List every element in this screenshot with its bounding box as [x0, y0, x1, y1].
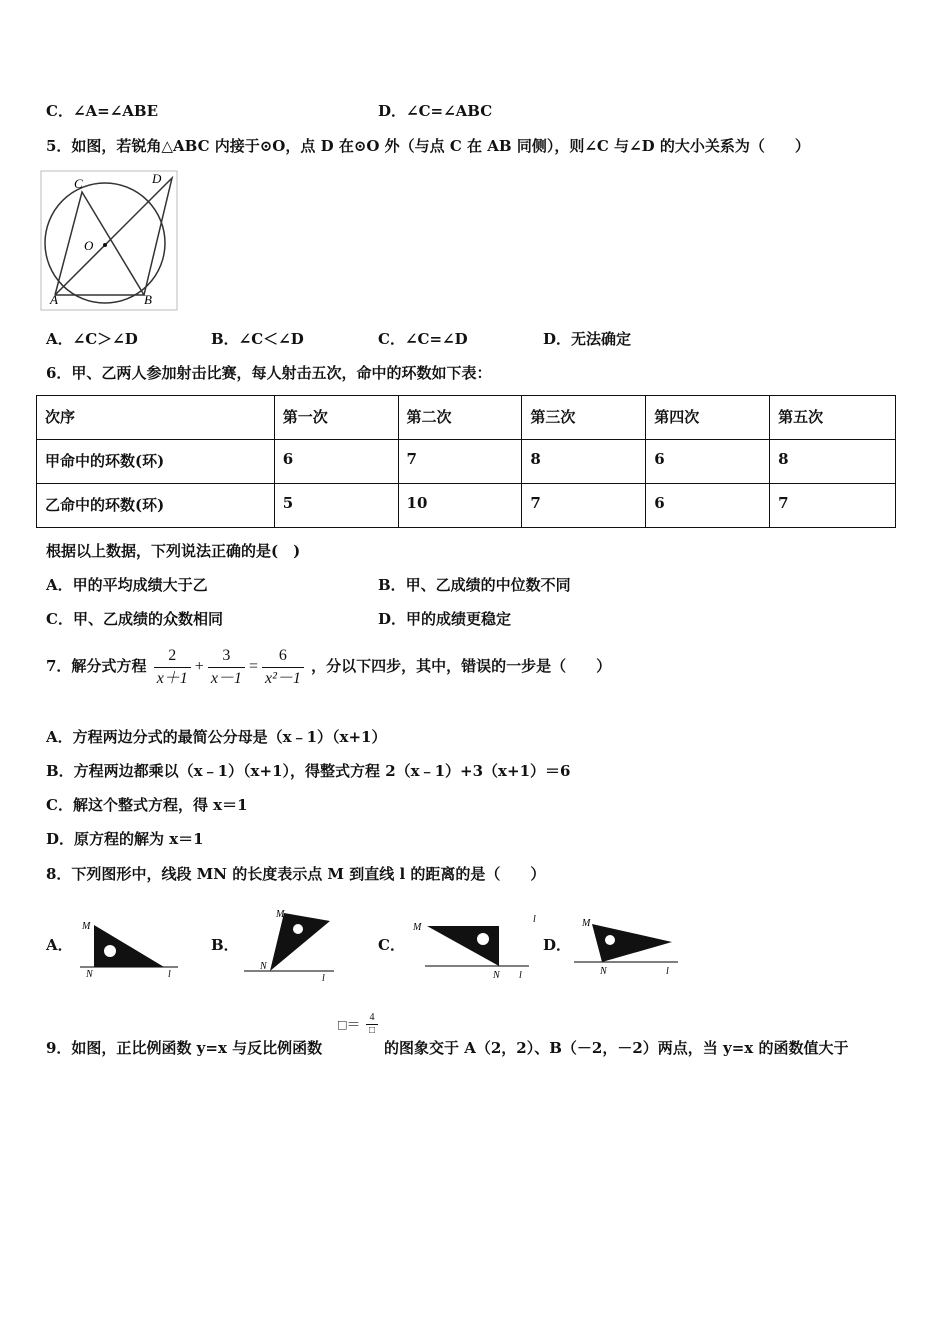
q9-lead: 9．如图，正比例函数 y=x 与反比例函数 — [46, 1039, 323, 1057]
table-header-cell: 第五次 — [770, 396, 896, 440]
formula-lhs: □＝ — [338, 1018, 361, 1034]
denominator: x²－1 — [264, 669, 301, 687]
numerator: 3 — [208, 645, 245, 668]
label-a: A — [50, 292, 58, 307]
q5-option-d: D．无法确定 — [543, 330, 632, 348]
label-c: C — [74, 176, 83, 191]
label-m: M — [82, 921, 91, 932]
label-n: N — [260, 961, 267, 972]
q7-option-d: D．原方程的解为 x＝1 — [46, 830, 204, 848]
q5-circle-figure — [40, 170, 180, 312]
numerator: 4 — [366, 1012, 378, 1025]
q7-option-c: C．解这个整式方程，得 x＝1 — [46, 796, 248, 814]
q6-score-table — [36, 395, 896, 528]
q8-option-d-letter: D． — [543, 936, 572, 954]
label-d: D — [152, 171, 162, 186]
numerator: 2 — [154, 645, 191, 668]
denominator: □ — [368, 1025, 376, 1036]
equals-sign: = — [248, 658, 258, 675]
fraction — [154, 645, 191, 690]
table-header-cell: 第三次 — [522, 396, 646, 440]
label-m: M — [413, 922, 422, 933]
table-header-cell: 次序 — [37, 396, 275, 440]
q6-option-d: D．甲的成绩更稳定 — [378, 610, 512, 628]
label-m: M — [582, 918, 591, 929]
q5-option-c: C．∠C=∠D — [378, 330, 468, 348]
table-header-cell: 第一次 — [274, 396, 398, 440]
q7-lead: 7．解分式方程 — [46, 657, 147, 675]
plus-sign: + — [194, 658, 204, 675]
table-cell: 6 — [646, 484, 770, 528]
q8-option-b-letter: B． — [211, 936, 239, 954]
q5-option-b: B．∠C＜∠D — [211, 330, 304, 348]
label-b: B — [144, 292, 152, 307]
label-n: N — [600, 966, 607, 977]
label-l: l — [666, 966, 669, 977]
q6-option-c: C．甲、乙成绩的众数相同 — [46, 610, 223, 628]
q8-option-a-letter: A． — [46, 936, 73, 954]
q7-option-b: B．方程两边都乘以（x﹣1）（x+1），得整式方程 2（x﹣1）+3（x+1）＝6 — [46, 762, 571, 780]
label-n: N — [493, 970, 500, 981]
q7-stem — [46, 643, 611, 693]
denominator: x－1 — [210, 669, 242, 687]
q4-option-d: D．∠C=∠ABC — [378, 102, 493, 120]
q7-tail: ，分以下四步，其中，错误的一步是（ ） — [311, 657, 612, 675]
label-l-top: l — [533, 914, 536, 925]
q5-option-a: A．∠C＞∠D — [46, 330, 138, 348]
q6-option-b: B．甲、乙成绩的中位数不同 — [378, 576, 571, 594]
q9-formula — [338, 1012, 380, 1037]
q8-figure-c — [405, 910, 545, 982]
table-cell: 7 — [770, 484, 896, 528]
q9-tail: 的图象交于 A（2，2）、B（－2，－2）两点，当 y=x 的函数值大于 — [384, 1039, 849, 1057]
q8-figure-b — [240, 905, 340, 985]
table-cell: 8 — [770, 440, 896, 484]
table-row — [37, 440, 896, 484]
q8-stem: 8．下列图形中，线段 MN 的长度表示点 M 到直线 l 的距离的是（ ） — [46, 865, 546, 883]
q8-figure-a — [74, 915, 184, 980]
label-l: l — [322, 973, 325, 984]
table-header-cell: 第二次 — [398, 396, 522, 440]
fraction — [262, 645, 304, 690]
q4-option-c: C．∠A=∠ABE — [46, 102, 159, 120]
numerator: 6 — [262, 645, 304, 668]
q6-option-a: A．甲的平均成绩大于乙 — [46, 576, 208, 594]
q6-question: 根据以上数据，下列说法正确的是( ) — [46, 542, 301, 560]
table-cell: 甲命中的环数(环) — [37, 440, 275, 484]
q7-option-a: A．方程两边分式的最简公分母是（x﹣1）（x+1） — [46, 728, 387, 746]
table-cell: 5 — [274, 484, 398, 528]
table-cell: 10 — [398, 484, 522, 528]
fraction — [366, 1012, 378, 1037]
label-l: l — [519, 970, 522, 981]
fraction — [208, 645, 245, 690]
table-cell: 7 — [398, 440, 522, 484]
table-header-cell: 第四次 — [646, 396, 770, 440]
label-o: O — [84, 238, 94, 253]
table-cell: 6 — [274, 440, 398, 484]
q5-stem: 5．如图，若锐角△ABC 内接于⊙O，点 D 在⊙O 外（与点 C 在 AB 同侧），则∠C 与∠D 的大小关系为（ ） — [46, 137, 810, 155]
table-row — [37, 484, 896, 528]
q8-option-c-letter: C． — [378, 936, 405, 954]
table-cell: 7 — [522, 484, 646, 528]
label-n: N — [86, 969, 93, 980]
q6-stem: 6．甲、乙两人参加射击比赛，每人射击五次，命中的环数如下表： — [46, 364, 492, 382]
table-header-row — [37, 396, 896, 440]
table-cell: 6 — [646, 440, 770, 484]
table-cell: 乙命中的环数(环) — [37, 484, 275, 528]
label-l: l — [168, 969, 171, 980]
label-m: M — [276, 909, 285, 920]
denominator: x＋1 — [156, 669, 188, 687]
table-cell: 8 — [522, 440, 646, 484]
q8-figure-d — [570, 910, 685, 982]
